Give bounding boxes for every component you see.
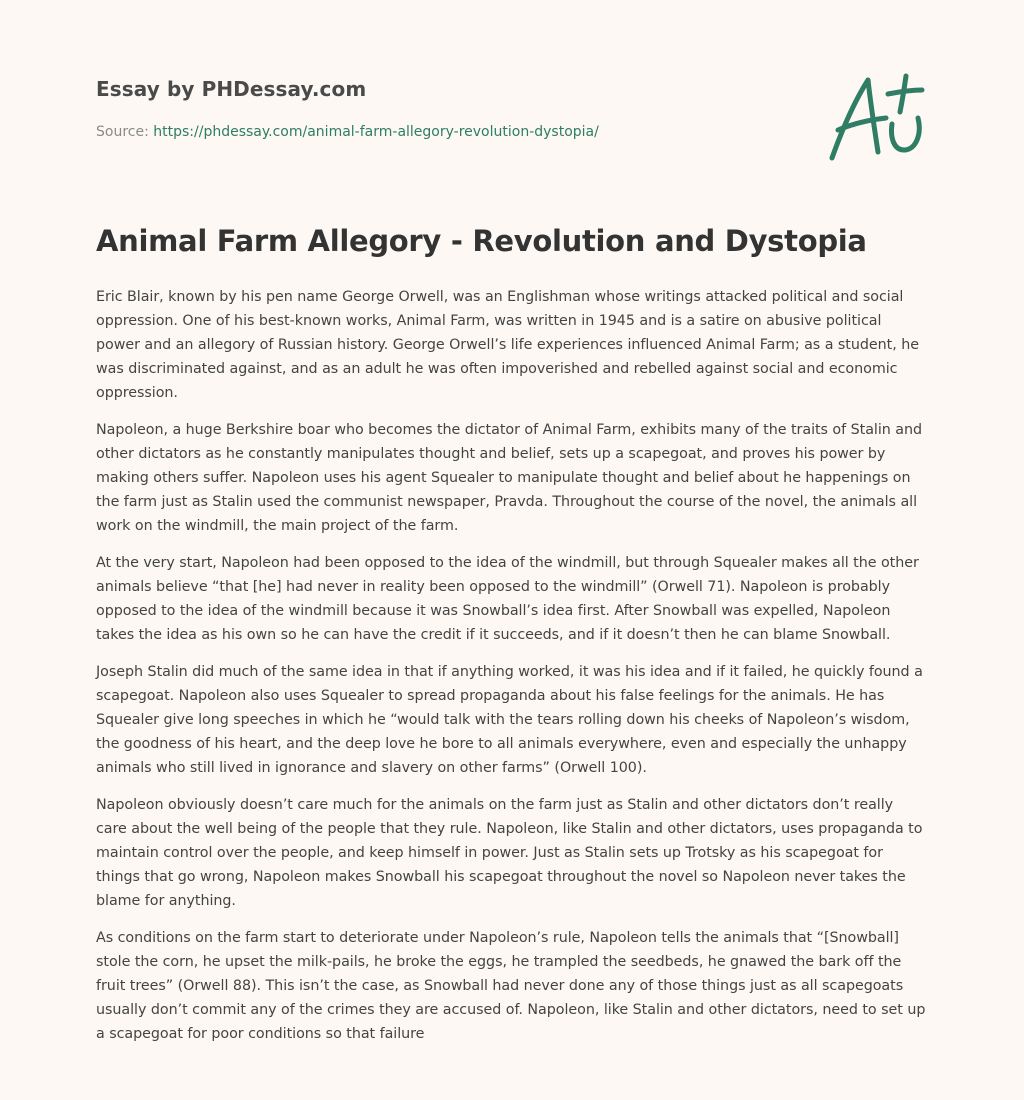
a-plus-grade-icon <box>824 68 928 164</box>
essay-paragraph: At the very start, Napoleon had been opposed to the idea of the windmill, but through Squealer makes all the other animals believe “that [he] had never in reality been opposed to the windmill” (Orwell 71). Napoleon is probably opposed to the idea of the windmill because it was Snowball’s idea first. After Snowball was expelled, Napoleon takes the idea as his own so he can have the credit if it succeeds, and if it doesn’t then he can blame Snowball. <box>96 555 919 643</box>
essay-paragraph: Eric Blair, known by his pen name George Orwell, was an Englishman whose writings attacked political and social oppression. One of his best-known works, Animal Farm, was written in 1945 and is a satire on abusive political power and an allegory of Russian history. George Orwell’s life experiences influenced Animal Farm; as a student, he was discriminated against, and as an adult he was often impoverished and rebelled against social and economic oppression. <box>96 289 919 401</box>
source-label: Source: <box>96 124 154 140</box>
essay-paragraph: Napoleon, a huge Berkshire boar who becomes the dictator of Animal Farm, exhibits many of the traits of Stalin and other dictators as he constantly manipulates thought and belief, sets up a scapegoat, and proves his power by making others suffer. Napoleon uses his agent Squealer to manipulate thought and belief about he happenings on the farm just as Stalin used the communist newspaper, Pravda. Throughout the course of the novel, the animals all work on the windmill, the main project of the farm. <box>96 422 922 534</box>
source-link[interactable]: https://phdessay.com/animal-farm-allegory-revolution-dystopia/ <box>153 124 599 140</box>
site-brand: Essay by PHDessay.com <box>96 77 367 101</box>
essay-page <box>96 0 928 1100</box>
source-line <box>96 124 599 140</box>
essay-paragraph: Napoleon obviously doesn’t care much for the animals on the farm just as Stalin and other dictators don’t really care about the well being of the people that they rule. Napoleon, like Stalin and other dictators, uses propaganda to maintain control over the people, and keep himself in power. Just as Stalin sets up Trotsky as his scapegoat for things that go wrong, Napoleon makes Snowball his scapegoat throughout the novel so Napoleon never takes the blame for anything. <box>96 797 923 909</box>
essay-paragraph: As conditions on the farm start to deteriorate under Napoleon’s rule, Napoleon tells the animals that “[Snowball] stole the corn, he upset the milk-pails, he broke the eggs, he trampled the seedbeds, he gnawed the bark off the fruit trees” (Orwell 88). This isn’t the case, as Snowball had never done any of those things just as all scapegoats usually don’t commit any of the crimes they are accused of. Napoleon, like Stalin and other dictators, need to set up a scapegoat for poor conditions so that failure <box>96 930 926 1042</box>
essay-title: Animal Farm Allegory - Revolution and Dystopia <box>96 224 867 258</box>
essay-paragraph: Joseph Stalin did much of the same idea in that if anything worked, it was his idea and if it failed, he quickly found a scapegoat. Napoleon also uses Squealer to spread propaganda about his false feelings for the animals. He has Squealer give long speeches in which he “would talk with the tears rolling down his cheeks of Napoleon’s wisdom, the goodness of his heart, and the deep love he bore to all animals everywhere, even and especially the unhappy animals who still lived in ignorance and slavery on other farms” (Orwell 100). <box>96 664 923 776</box>
essay-body <box>96 285 928 1059</box>
